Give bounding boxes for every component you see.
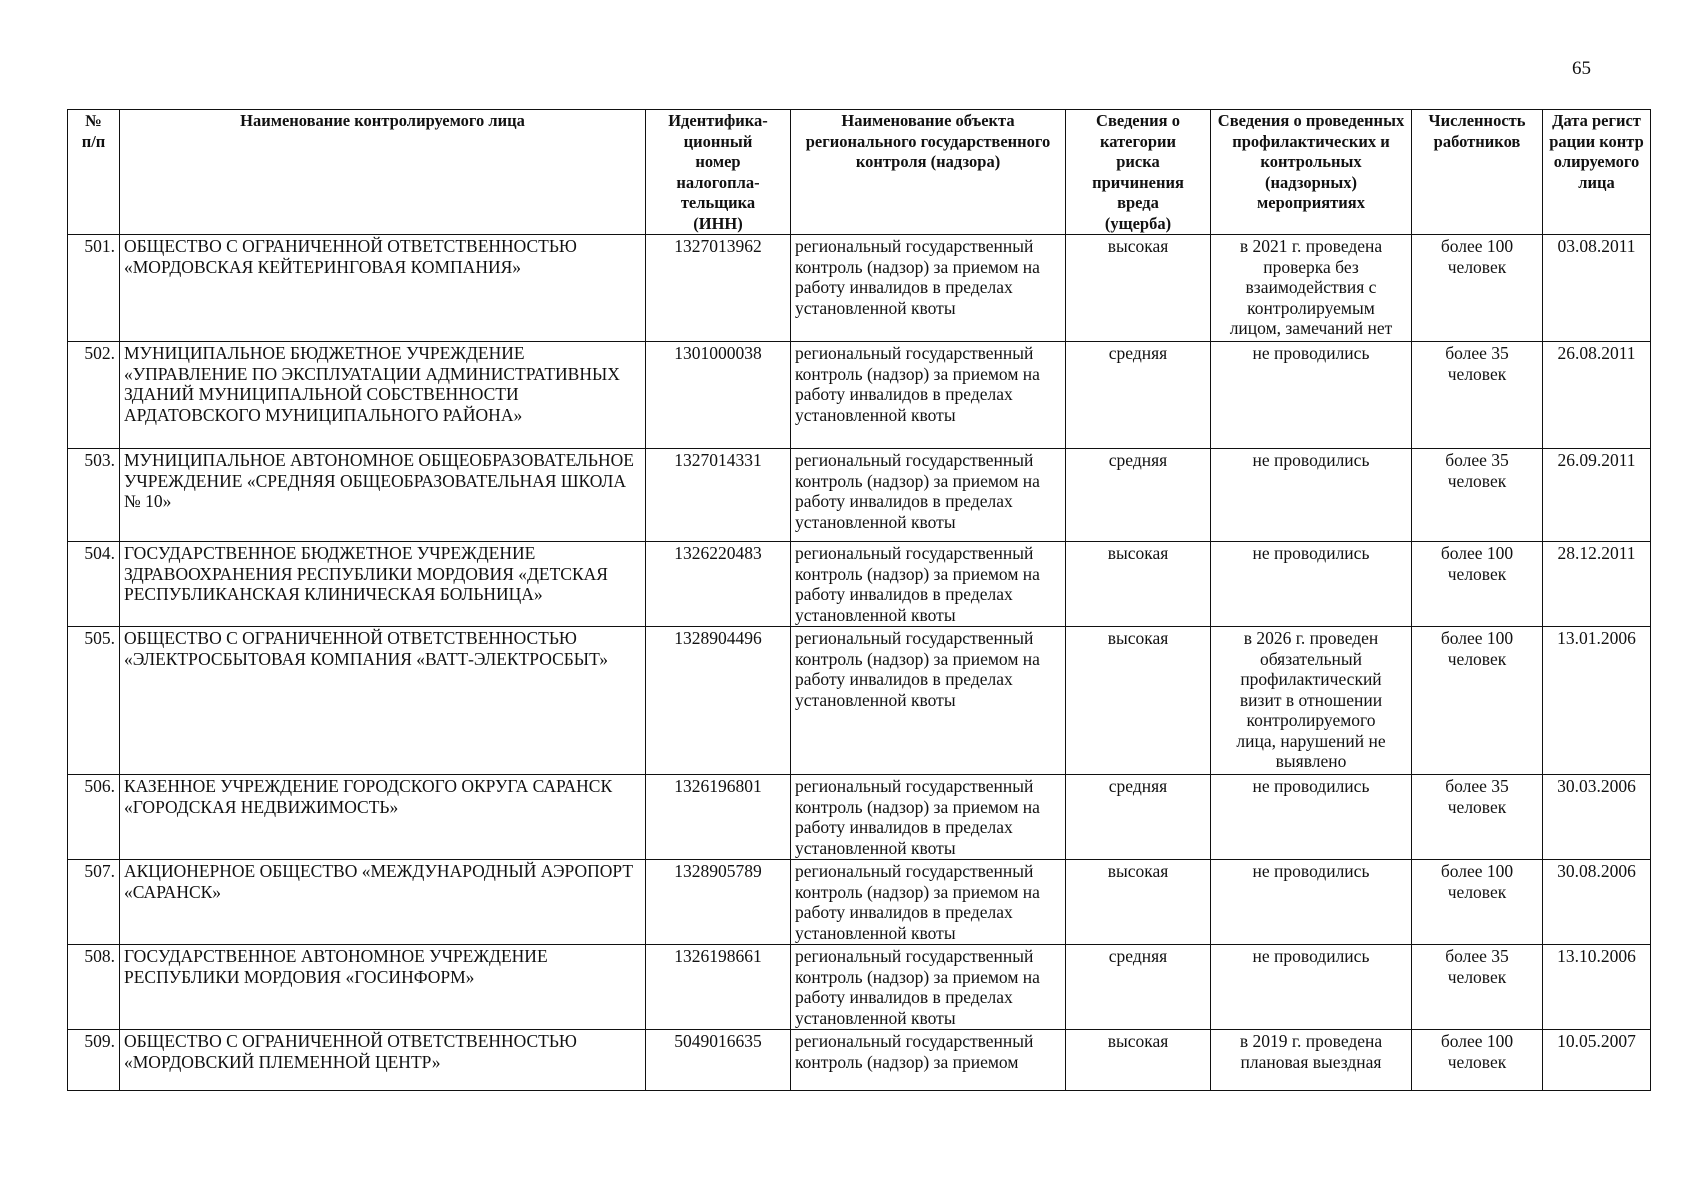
row-reg-date: 26.09.2011	[1543, 449, 1651, 542]
row-num: 506.	[68, 775, 120, 860]
header-risk: Сведения о категории риска причинения вреда (ущерба)	[1066, 110, 1211, 235]
row-object: региональный государственный контроль (надзор) за приемом на работу инвалидов в пределах установленной квоты	[791, 945, 1066, 1030]
row-staff: более 35 человек	[1412, 342, 1543, 449]
row-name: ГОСУДАРСТВЕННОЕ БЮДЖЕТНОЕ УЧРЕЖДЕНИЕ ЗДРАВООХРАНЕНИЯ РЕСПУБЛИКИ МОРДОВИЯ «ДЕТСКАЯ РЕСПУБЛИКАНСКАЯ КЛИНИЧЕСКАЯ БОЛЬНИЦА»	[120, 542, 646, 627]
row-inn: 1326220483	[646, 542, 791, 627]
row-name: ОБЩЕСТВО С ОГРАНИЧЕННОЙ ОТВЕТСТВЕННОСТЬЮ «ЭЛЕКТРОСБЫТОВАЯ КОМПАНИЯ «ВАТТ-ЭЛЕКТРОСБЫТ»	[120, 627, 646, 775]
row-reg-date: 10.05.2007	[1543, 1030, 1651, 1091]
row-reg-date: 13.01.2006	[1543, 627, 1651, 775]
row-measures: в 2021 г. проведена проверка без взаимодействия с контролируемым лицом, замечаний нет	[1211, 235, 1412, 342]
row-object: региональный государственный контроль (надзор) за приемом на работу инвалидов в пределах установленной квоты	[791, 542, 1066, 627]
row-name: ГОСУДАРСТВЕННОЕ АВТОНОМНОЕ УЧРЕЖДЕНИЕ РЕСПУБЛИКИ МОРДОВИЯ «ГОСИНФОРМ»	[120, 945, 646, 1030]
table-row	[68, 1030, 1651, 1091]
table-row	[68, 542, 1651, 627]
row-inn: 5049016635	[646, 1030, 791, 1091]
row-num: 504.	[68, 542, 120, 627]
row-object: региональный государственный контроль (надзор) за приемом на работу инвалидов в пределах установленной квоты	[791, 775, 1066, 860]
row-inn: 1328905789	[646, 860, 791, 945]
row-measures: не проводились	[1211, 775, 1412, 860]
row-risk: высокая	[1066, 542, 1211, 627]
row-inn: 1326196801	[646, 775, 791, 860]
row-object: региональный государственный контроль (надзор) за приемом на работу инвалидов в пределах установленной квоты	[791, 860, 1066, 945]
row-measures: не проводились	[1211, 342, 1412, 449]
row-measures: не проводились	[1211, 542, 1412, 627]
row-risk: высокая	[1066, 860, 1211, 945]
row-reg-date: 28.12.2011	[1543, 542, 1651, 627]
row-staff: более 35 человек	[1412, 775, 1543, 860]
row-risk: высокая	[1066, 627, 1211, 775]
row-reg-date: 30.08.2006	[1543, 860, 1651, 945]
row-reg-date: 13.10.2006	[1543, 945, 1651, 1030]
row-num: 501.	[68, 235, 120, 342]
row-inn: 1327013962	[646, 235, 791, 342]
row-staff: более 35 человек	[1412, 449, 1543, 542]
header-staff: Численность работников	[1412, 110, 1543, 235]
row-reg-date: 30.03.2006	[1543, 775, 1651, 860]
row-num: 507.	[68, 860, 120, 945]
row-reg-date: 03.08.2011	[1543, 235, 1651, 342]
row-name: ОБЩЕСТВО С ОГРАНИЧЕННОЙ ОТВЕТСТВЕННОСТЬЮ «МОРДОВСКИЙ ПЛЕМЕННОЙ ЦЕНТР»	[120, 1030, 646, 1091]
row-object: региональный государственный контроль (надзор) за приемом	[791, 1030, 1066, 1091]
row-inn: 1327014331	[646, 449, 791, 542]
row-risk: средняя	[1066, 775, 1211, 860]
table-row	[68, 235, 1651, 342]
table-row	[68, 627, 1651, 775]
row-num: 509.	[68, 1030, 120, 1091]
row-object: региональный государственный контроль (надзор) за приемом на работу инвалидов в пределах установленной квоты	[791, 235, 1066, 342]
row-name: ОБЩЕСТВО С ОГРАНИЧЕННОЙ ОТВЕТСТВЕННОСТЬЮ «МОРДОВСКАЯ КЕЙТЕРИНГОВАЯ КОМПАНИЯ»	[120, 235, 646, 342]
row-staff: более 100 человек	[1412, 860, 1543, 945]
table-body	[68, 235, 1651, 1091]
row-staff: более 100 человек	[1412, 542, 1543, 627]
row-risk: средняя	[1066, 449, 1211, 542]
table-row	[68, 449, 1651, 542]
row-staff: более 35 человек	[1412, 945, 1543, 1030]
row-measures: не проводились	[1211, 860, 1412, 945]
header-name: Наименование контролируемого лица	[120, 110, 646, 235]
row-measures: не проводились	[1211, 945, 1412, 1030]
row-num: 505.	[68, 627, 120, 775]
page-number: 65	[1572, 58, 1591, 79]
row-object: региональный государственный контроль (надзор) за приемом на работу инвалидов в пределах установленной квоты	[791, 449, 1066, 542]
table-row	[68, 860, 1651, 945]
row-object: региональный государственный контроль (надзор) за приемом на работу инвалидов в пределах установленной квоты	[791, 342, 1066, 449]
row-num: 503.	[68, 449, 120, 542]
row-inn: 1328904496	[646, 627, 791, 775]
row-name: МУНИЦИПАЛЬНОЕ АВТОНОМНОЕ ОБЩЕОБРАЗОВАТЕЛЬНОЕ УЧРЕЖДЕНИЕ «СРЕДНЯЯ ОБЩЕОБРАЗОВАТЕЛЬНАЯ ШКОЛА № 10»	[120, 449, 646, 542]
header-object: Наименование объекта регионального государственного контроля (надзора)	[791, 110, 1066, 235]
header-num: № п/п	[68, 110, 120, 235]
table-header-row	[68, 110, 1651, 235]
row-inn: 1326198661	[646, 945, 791, 1030]
row-risk: высокая	[1066, 235, 1211, 342]
row-num: 502.	[68, 342, 120, 449]
header-inn: Идентифика-ционный номер налогопла-тельщика (ИНН)	[646, 110, 791, 235]
table-row	[68, 775, 1651, 860]
row-risk: средняя	[1066, 945, 1211, 1030]
row-inn: 1301000038	[646, 342, 791, 449]
row-name: АКЦИОНЕРНОЕ ОБЩЕСТВО «МЕЖДУНАРОДНЫЙ АЭРОПОРТ «САРАНСК»	[120, 860, 646, 945]
header-measures: Сведения о проведенных профилактических и контрольных (надзорных) мероприятиях	[1211, 110, 1412, 235]
row-staff: более 100 человек	[1412, 235, 1543, 342]
row-risk: высокая	[1066, 1030, 1211, 1091]
header-reg-date: Дата регистрации контролируемого лица	[1543, 110, 1651, 235]
row-num: 508.	[68, 945, 120, 1030]
row-risk: средняя	[1066, 342, 1211, 449]
table-row	[68, 342, 1651, 449]
row-staff: более 100 человек	[1412, 627, 1543, 775]
row-name: КАЗЕННОЕ УЧРЕЖДЕНИЕ ГОРОДСКОГО ОКРУГА САРАНСК «ГОРОДСКАЯ НЕДВИЖИМОСТЬ»	[120, 775, 646, 860]
row-measures: не проводились	[1211, 449, 1412, 542]
row-staff: более 100 человек	[1412, 1030, 1543, 1091]
row-object: региональный государственный контроль (надзор) за приемом на работу инвалидов в пределах установленной квоты	[791, 627, 1066, 775]
registry-table	[67, 109, 1651, 1091]
row-measures: в 2019 г. проведена плановая выездная	[1211, 1030, 1412, 1091]
row-name: МУНИЦИПАЛЬНОЕ БЮДЖЕТНОЕ УЧРЕЖДЕНИЕ «УПРАВЛЕНИЕ ПО ЭКСПЛУАТАЦИИ АДМИНИСТРАТИВНЫХ ЗДАНИЙ МУНИЦИПАЛЬНОЙ СОБСТВЕННОСТИ АРДАТОВСКОГО МУНИЦИПАЛЬНОГО РАЙОНА»	[120, 342, 646, 449]
row-reg-date: 26.08.2011	[1543, 342, 1651, 449]
row-measures: в 2026 г. проведен обязательный профилактический визит в отношении контролируемого лица, нарушений не выявлено	[1211, 627, 1412, 775]
table-row	[68, 945, 1651, 1030]
